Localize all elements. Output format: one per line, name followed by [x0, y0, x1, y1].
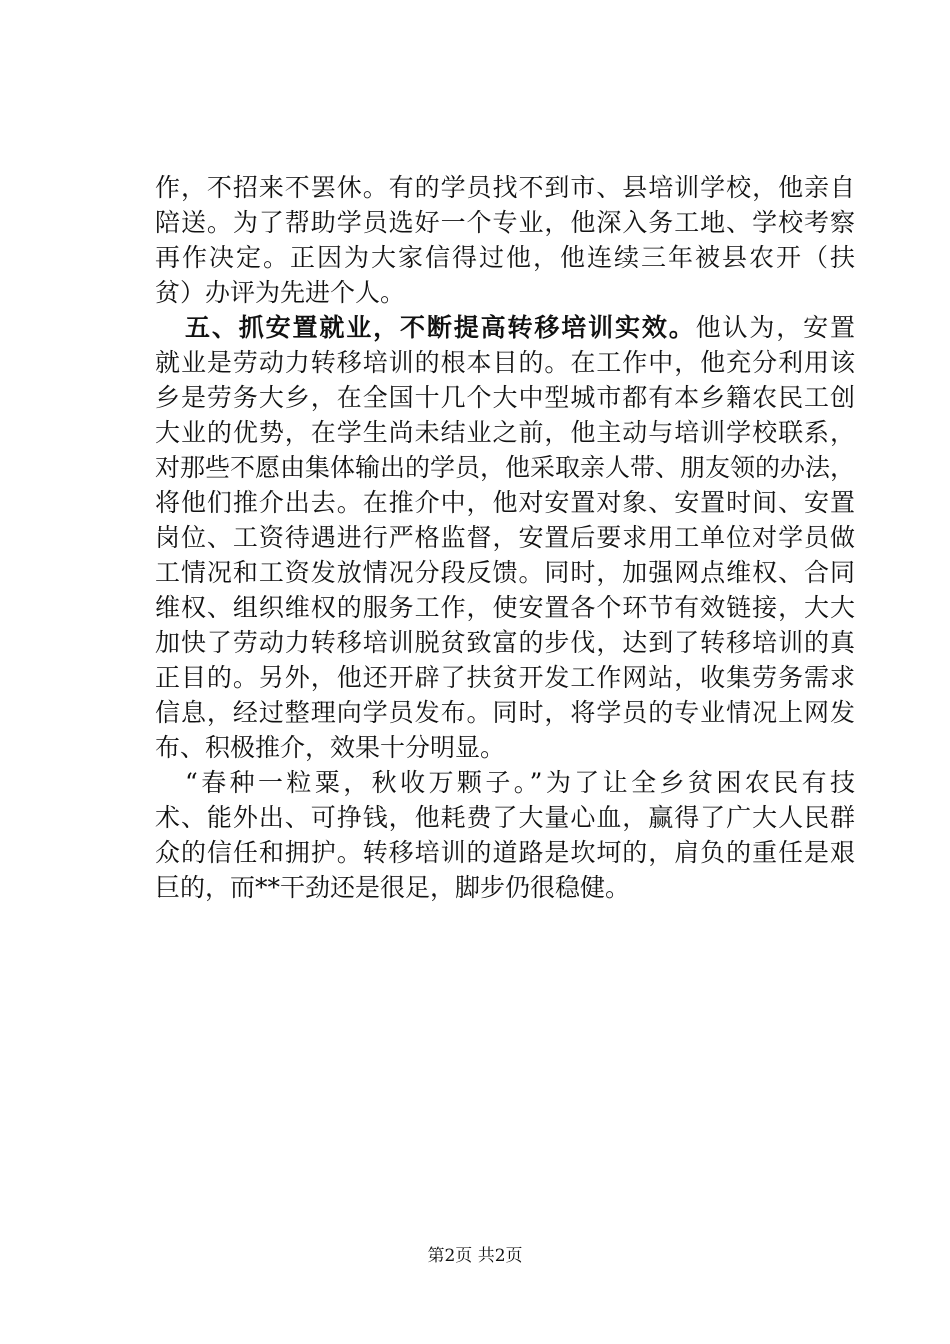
paragraph-2 — [155, 310, 855, 765]
text-line: 对那些不愿由集体输出的学员，他采取亲人带、朋友领的办法， — [155, 453, 856, 482]
text-line: 加快了劳动力转移培训脱贫致富的步伐，达到了转移培训的真 — [155, 628, 855, 657]
text-line: 维权、组织维权的服务工作，使安置各个环节有效链接，大大 — [155, 593, 855, 622]
text-line: 工情况和工资发放情况分段反馈。同时，加强网点维权、合同 — [155, 558, 855, 587]
page-number-label: 第2页 共2页 — [427, 1246, 523, 1266]
text-line: 贫）办评为先进个人。 — [155, 278, 406, 307]
text-line: 众的信任和拥护。转移培训的道路是坎坷的，肩负的重任是艰 — [155, 838, 855, 867]
page-footer — [0, 1244, 950, 1268]
text-line: 作，不招来不罢休。有的学员找不到市、县培训学校，他亲自 — [155, 173, 855, 202]
document-body — [155, 170, 855, 905]
text-line: 正目的。另外，他还开辟了扶贫开发工作网站，收集劳务需求 — [155, 663, 855, 692]
section-heading: 五、抓安置就业，不断提高转移培训实效。 — [185, 313, 696, 342]
paragraph-1 — [155, 170, 855, 310]
text-line: 乡是劳务大乡，在全国十几个大中型城市都有本乡籍农民工创 — [155, 383, 855, 412]
text-line: 陪送。为了帮助学员选好一个专业，他深入务工地、学校考察 — [155, 208, 855, 237]
text-line: 将他们推介出去。在推介中，他对安置对象、安置时间、安置 — [155, 488, 855, 517]
text-line: 布、积极推介，效果十分明显。 — [155, 733, 506, 762]
section-heading-line — [155, 310, 855, 345]
text-line: 就业是劳动力转移培训的根本目的。在工作中，他充分利用该 — [155, 348, 855, 377]
text-line: 岗位、工资待遇进行严格监督，安置后要求用工单位对学员做 — [155, 523, 855, 552]
text-line: 大业的优势，在学生尚未结业之前，他主动与培训学校联系， — [155, 418, 855, 447]
paragraph-3 — [155, 765, 855, 905]
text-line: 术、能外出、可挣钱，他耗费了大量心血，赢得了广大人民群 — [155, 803, 855, 832]
text-line: “春种一粒粟，秋收万颗子。”为了让全乡贫困农民有技 — [185, 768, 855, 797]
text-line: 再作决定。正因为大家信得过他，他连续三年被县农开（扶 — [155, 243, 855, 272]
text-line: 巨的，而**干劲还是很足，脚步仍很稳健。 — [155, 873, 631, 902]
text-line: 信息，经过整理向学员发布。同时，将学员的专业情况上网发 — [155, 698, 855, 727]
heading-line-text: 他认为，安置 — [695, 313, 855, 342]
